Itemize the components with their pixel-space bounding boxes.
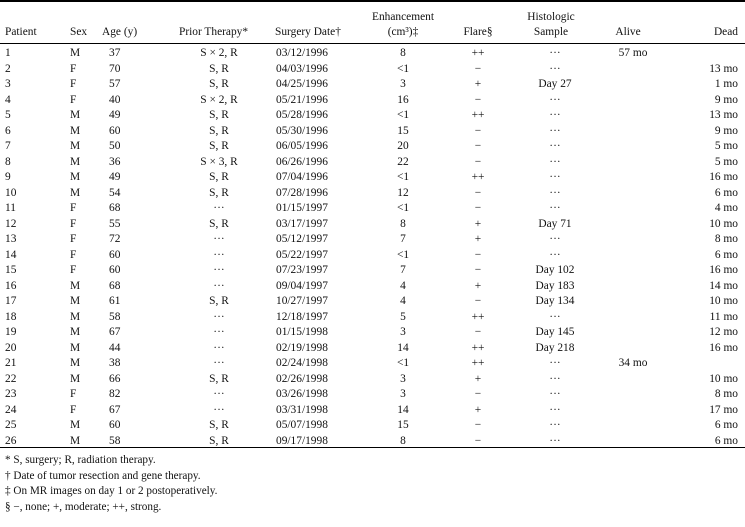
cell-age: 72 <box>109 233 121 245</box>
cell-age: 61 <box>109 295 121 307</box>
header-rule <box>0 43 745 44</box>
cell-patient: 25 <box>5 419 17 431</box>
cell-age: 70 <box>109 62 121 75</box>
cell-flare: ++ <box>471 357 485 369</box>
cell-histologic-sample: ··· <box>549 202 561 214</box>
cell-patient: 13 <box>5 233 17 245</box>
table-row <box>0 279 745 295</box>
cell-histologic-sample: ··· <box>549 310 561 323</box>
cell-dead: 16 mo <box>709 171 738 183</box>
cell-age: 40 <box>109 93 121 106</box>
cell-flare: − <box>474 62 482 75</box>
cell-sex: M <box>70 186 81 199</box>
header-enhancement <box>360 2 446 42</box>
table-row <box>0 139 745 155</box>
cell-sex: M <box>70 109 81 121</box>
cell-flare: + <box>474 217 482 230</box>
cell-patient: 5 <box>5 109 11 121</box>
cell-surgery-date: 05/22/1997 <box>276 248 328 261</box>
cell-enhancement: 12 <box>397 186 409 199</box>
cell-dead: 9 mo <box>714 124 738 137</box>
cell-enhancement: 4 <box>400 279 406 292</box>
cell-prior-therapy: ··· <box>213 357 225 369</box>
cell-flare: − <box>474 124 482 137</box>
cell-patient: 9 <box>5 171 11 183</box>
cell-enhancement: 3 <box>400 388 406 400</box>
cell-alive: 34 mo <box>618 357 648 369</box>
header-sex: Sex <box>70 26 88 38</box>
cell-dead: 16 mo <box>709 341 738 354</box>
table-row <box>0 372 745 388</box>
cell-patient: 6 <box>5 124 11 137</box>
cell-patient: 3 <box>5 78 11 90</box>
cell-prior-therapy: S, R <box>209 62 229 75</box>
cell-histologic-sample: ··· <box>549 140 561 152</box>
cell-dead: 17 mo <box>709 403 738 416</box>
table-row <box>0 217 745 233</box>
cell-surgery-date: 05/30/1996 <box>276 124 328 137</box>
cell-dead: 9 mo <box>714 93 738 106</box>
cell-histologic-sample: Day 71 <box>538 217 572 230</box>
cell-flare: + <box>474 78 482 90</box>
cell-age: 60 <box>109 419 121 431</box>
table-row <box>0 294 745 310</box>
cell-enhancement: 22 <box>397 155 409 168</box>
cell-surgery-date: 07/04/1996 <box>276 171 328 183</box>
cell-prior-therapy: S, R <box>209 140 229 152</box>
cell-flare: − <box>474 202 482 214</box>
cell-prior-therapy: ··· <box>213 310 225 323</box>
cell-prior-therapy: ··· <box>213 248 225 261</box>
cell-sex: M <box>70 140 81 152</box>
cell-enhancement: 5 <box>400 310 406 323</box>
header-dead: Dead <box>713 26 738 38</box>
cell-histologic-sample: ··· <box>549 233 561 245</box>
cell-sex: F <box>70 78 77 90</box>
cell-flare: − <box>474 388 482 400</box>
cell-surgery-date: 01/15/1998 <box>276 326 328 338</box>
cell-flare: ++ <box>471 47 485 59</box>
cell-sex: F <box>70 233 77 245</box>
cell-enhancement: <1 <box>396 171 410 183</box>
cell-patient: 21 <box>5 357 17 369</box>
cell-prior-therapy: S, R <box>209 171 229 183</box>
cell-surgery-date: 12/18/1997 <box>276 310 328 323</box>
cell-histologic-sample: ··· <box>549 388 561 400</box>
cell-surgery-date: 06/26/1996 <box>276 155 328 168</box>
cell-sex: M <box>70 279 81 292</box>
cell-surgery-date: 05/28/1996 <box>276 109 328 121</box>
cell-age: 60 <box>109 248 121 261</box>
cell-histologic-sample: ··· <box>549 109 561 121</box>
cell-prior-therapy: ··· <box>213 264 225 276</box>
cell-dead: 12 mo <box>709 326 738 338</box>
cell-dead: 5 mo <box>714 140 738 152</box>
cell-surgery-date: 09/17/1998 <box>276 434 328 447</box>
header-enhancement-line2: (cm³)‡ <box>387 26 419 38</box>
cell-prior-therapy: ··· <box>213 326 225 338</box>
cell-sex: M <box>70 434 81 447</box>
cell-dead: 13 mo <box>709 109 738 121</box>
cell-histologic-sample: ··· <box>549 434 561 447</box>
cell-surgery-date: 05/07/1998 <box>276 419 328 431</box>
cell-patient: 22 <box>5 372 17 385</box>
cell-enhancement: <1 <box>396 202 410 214</box>
cell-dead: 6 mo <box>714 419 738 431</box>
cell-histologic-sample: ··· <box>549 93 561 106</box>
cell-age: 37 <box>109 47 121 59</box>
cell-histologic-sample: Day 183 <box>535 279 575 292</box>
header-enhancement-line1: Enhancement <box>372 11 434 23</box>
cell-surgery-date: 04/03/1996 <box>276 62 328 75</box>
cell-prior-therapy: ··· <box>213 202 225 214</box>
table-row <box>0 248 745 264</box>
cell-sex: F <box>70 93 77 106</box>
footnote: † Date of tumor resection and gene therapy. <box>5 469 201 482</box>
cell-flare: − <box>474 264 482 276</box>
table-row <box>0 170 745 186</box>
cell-enhancement: 7 <box>400 264 406 276</box>
cell-surgery-date: 06/05/1996 <box>276 140 328 152</box>
table-row <box>0 124 745 140</box>
cell-sex: M <box>70 295 81 307</box>
cell-sex: M <box>70 357 81 369</box>
cell-enhancement: 15 <box>397 124 409 137</box>
cell-prior-therapy: S, R <box>209 295 229 307</box>
table-row <box>0 108 745 124</box>
header-surgery-date: Surgery Date† <box>275 26 341 38</box>
cell-patient: 23 <box>5 388 17 400</box>
cell-dead: 6 mo <box>714 248 738 261</box>
cell-prior-therapy: S × 3, R <box>200 155 238 168</box>
table-row <box>0 155 745 171</box>
table-row <box>0 387 745 403</box>
table-row <box>0 93 745 109</box>
header-histologic-line1: Histologic <box>527 11 575 23</box>
table-row <box>0 77 745 93</box>
cell-surgery-date: 05/21/1996 <box>276 93 328 106</box>
cell-dead: 10 mo <box>709 217 738 230</box>
cell-histologic-sample: ··· <box>549 419 561 431</box>
cell-enhancement: <1 <box>396 357 410 369</box>
cell-surgery-date: 01/15/1997 <box>276 202 328 214</box>
cell-patient: 4 <box>5 93 11 106</box>
cell-enhancement: 20 <box>397 140 409 152</box>
cell-prior-therapy: S, R <box>209 372 229 385</box>
cell-sex: M <box>70 341 81 354</box>
cell-dead: 10 mo <box>709 295 738 307</box>
cell-patient: 2 <box>5 62 11 75</box>
cell-flare: ++ <box>471 341 485 354</box>
cell-patient: 7 <box>5 140 11 152</box>
cell-flare: − <box>474 248 482 261</box>
cell-enhancement: 8 <box>400 434 406 447</box>
header-patient: Patient <box>5 26 37 38</box>
cell-surgery-date: 02/24/1998 <box>276 357 328 369</box>
header-flare: Flare§ <box>463 26 493 38</box>
cell-age: 82 <box>109 388 121 400</box>
cell-enhancement: 14 <box>397 403 409 416</box>
cell-age: 68 <box>109 202 121 214</box>
cell-sex: M <box>70 47 81 59</box>
cell-age: 49 <box>109 171 121 183</box>
cell-enhancement: 15 <box>397 419 409 431</box>
cell-prior-therapy: ··· <box>213 403 225 416</box>
cell-patient: 18 <box>5 310 17 323</box>
cell-age: 58 <box>109 434 121 447</box>
cell-sex: M <box>70 124 81 137</box>
cell-sex: F <box>70 62 77 75</box>
cell-alive: 57 mo <box>618 47 648 59</box>
cell-prior-therapy: S, R <box>209 434 229 447</box>
header-histologic-sample <box>516 2 586 42</box>
cell-histologic-sample: ··· <box>549 47 561 59</box>
cell-enhancement: 3 <box>400 326 406 338</box>
cell-prior-therapy: S, R <box>209 78 229 90</box>
cell-patient: 1 <box>5 47 11 59</box>
cell-prior-therapy: ··· <box>213 388 225 400</box>
cell-histologic-sample: ··· <box>549 357 561 369</box>
cell-flare: + <box>474 233 482 245</box>
cell-age: 44 <box>109 341 121 354</box>
cell-sex: M <box>70 372 81 385</box>
cell-dead: 14 mo <box>709 279 738 292</box>
cell-enhancement: <1 <box>396 109 410 121</box>
cell-surgery-date: 03/26/1998 <box>276 388 328 400</box>
cell-prior-therapy: ··· <box>213 341 225 354</box>
cell-age: 68 <box>109 279 121 292</box>
cell-dead: 13 mo <box>709 62 738 75</box>
cell-surgery-date: 03/31/1998 <box>276 403 328 416</box>
cell-age: 55 <box>109 217 121 230</box>
cell-surgery-date: 10/27/1997 <box>276 295 328 307</box>
cell-flare: − <box>474 434 482 447</box>
table-header <box>0 2 745 42</box>
table-row <box>0 418 745 434</box>
table-row <box>0 356 745 372</box>
cell-sex: F <box>70 403 77 416</box>
cell-flare: − <box>474 155 482 168</box>
cell-patient: 24 <box>5 403 17 416</box>
cell-age: 36 <box>109 155 121 168</box>
cell-histologic-sample: ··· <box>549 186 561 199</box>
cell-patient: 17 <box>5 295 17 307</box>
cell-dead: 6 mo <box>714 186 738 199</box>
cell-dead: 10 mo <box>709 372 738 385</box>
cell-flare: − <box>474 186 482 199</box>
cell-surgery-date: 02/19/1998 <box>276 341 328 354</box>
cell-flare: ++ <box>471 310 485 323</box>
footnote: ‡ On MR images on day 1 or 2 postoperatively. <box>5 485 218 497</box>
cell-prior-therapy: S × 2, R <box>200 93 238 106</box>
cell-prior-therapy: S, R <box>209 217 229 230</box>
cell-histologic-sample: ··· <box>549 372 561 385</box>
cell-enhancement: 3 <box>400 372 406 385</box>
cell-histologic-sample: ··· <box>549 248 561 261</box>
bottom-rule <box>0 447 745 448</box>
cell-dead: 11 mo <box>709 310 738 323</box>
footnote: * S, surgery; R, radiation therapy. <box>5 454 156 466</box>
cell-flare: − <box>474 295 482 307</box>
table-row <box>0 310 745 326</box>
cell-sex: F <box>70 248 77 261</box>
cell-prior-therapy: S × 2, R <box>200 47 238 59</box>
cell-age: 50 <box>109 140 121 152</box>
table-row <box>0 341 745 357</box>
cell-sex: F <box>70 264 77 276</box>
cell-dead: 6 mo <box>714 434 738 447</box>
cell-surgery-date: 03/12/1996 <box>276 47 328 59</box>
cell-histologic-sample: ··· <box>549 403 561 416</box>
cell-age: 60 <box>109 124 121 137</box>
table-row <box>0 201 745 217</box>
table-row <box>0 62 745 78</box>
cell-prior-therapy: S, R <box>209 109 229 121</box>
cell-patient: 10 <box>5 186 17 199</box>
cell-enhancement: 4 <box>400 295 406 307</box>
cell-surgery-date: 07/23/1997 <box>276 264 328 276</box>
cell-flare: ++ <box>471 109 485 121</box>
cell-surgery-date: 09/04/1997 <box>276 279 328 292</box>
cell-enhancement: 8 <box>400 47 406 59</box>
cell-dead: 8 mo <box>714 233 738 245</box>
cell-flare: − <box>474 419 482 431</box>
cell-histologic-sample: ··· <box>549 171 561 183</box>
cell-prior-therapy: S, R <box>209 419 229 431</box>
cell-flare: − <box>474 93 482 106</box>
cell-sex: M <box>70 310 81 323</box>
cell-age: 54 <box>109 186 121 199</box>
table-body <box>0 46 745 449</box>
cell-enhancement: 8 <box>400 217 406 230</box>
cell-flare: + <box>474 372 482 385</box>
cell-enhancement: 16 <box>397 93 409 106</box>
cell-histologic-sample: Day 27 <box>538 78 572 90</box>
cell-dead: 5 mo <box>714 155 738 168</box>
cell-histologic-sample: Day 218 <box>535 341 575 354</box>
cell-surgery-date: 02/26/1998 <box>276 372 328 385</box>
cell-flare: − <box>474 326 482 338</box>
cell-prior-therapy: S, R <box>209 186 229 199</box>
cell-age: 58 <box>109 310 121 323</box>
cell-age: 49 <box>109 109 121 121</box>
cell-surgery-date: 07/28/1996 <box>276 186 328 199</box>
table-row <box>0 325 745 341</box>
cell-sex: F <box>70 388 77 400</box>
table-row <box>0 46 745 62</box>
cell-age: 38 <box>109 357 121 369</box>
cell-histologic-sample: Day 145 <box>535 326 575 338</box>
cell-sex: F <box>70 202 77 214</box>
cell-enhancement: 14 <box>397 341 409 354</box>
cell-histologic-sample: ··· <box>549 124 561 137</box>
cell-enhancement: 7 <box>400 233 406 245</box>
cell-histologic-sample: Day 102 <box>535 264 575 276</box>
cell-patient: 11 <box>5 202 16 214</box>
header-histologic-line2: Sample <box>533 26 569 38</box>
cell-sex: F <box>70 217 77 230</box>
cell-dead: 4 mo <box>714 202 738 214</box>
cell-enhancement: 3 <box>400 78 406 90</box>
cell-histologic-sample: ··· <box>549 62 561 75</box>
cell-flare: ++ <box>471 171 485 183</box>
cell-prior-therapy: S, R <box>209 124 229 137</box>
cell-sex: M <box>70 419 81 431</box>
cell-enhancement: <1 <box>396 62 410 75</box>
cell-surgery-date: 04/25/1996 <box>276 78 328 90</box>
cell-patient: 12 <box>5 217 17 230</box>
cell-sex: M <box>70 171 81 183</box>
cell-age: 57 <box>109 78 121 90</box>
cell-patient: 14 <box>5 248 17 261</box>
cell-prior-therapy: ··· <box>213 279 225 292</box>
header-age: Age (y) <box>102 26 138 38</box>
cell-dead: 8 mo <box>714 388 738 400</box>
cell-prior-therapy: ··· <box>213 233 225 245</box>
cell-patient: 15 <box>5 264 17 276</box>
cell-age: 67 <box>109 403 121 416</box>
cell-patient: 16 <box>5 279 17 292</box>
cell-histologic-sample: Day 134 <box>535 295 575 307</box>
cell-sex: M <box>70 155 81 168</box>
cell-sex: M <box>70 326 81 338</box>
cell-patient: 8 <box>5 155 11 168</box>
cell-age: 66 <box>109 372 121 385</box>
cell-flare: − <box>474 140 482 152</box>
cell-age: 60 <box>109 264 121 276</box>
cell-histologic-sample: ··· <box>549 155 561 168</box>
cell-surgery-date: 05/12/1997 <box>276 233 328 245</box>
cell-patient: 26 <box>5 434 17 447</box>
header-prior-therapy: Prior Therapy* <box>179 26 249 38</box>
cell-patient: 19 <box>5 326 17 338</box>
cell-age: 67 <box>109 326 121 338</box>
cell-enhancement: <1 <box>396 248 410 261</box>
cell-dead: 1 mo <box>714 78 738 90</box>
table-row <box>0 232 745 248</box>
header-alive: Alive <box>615 26 641 38</box>
table-row <box>0 403 745 419</box>
table-row <box>0 186 745 202</box>
cell-surgery-date: 03/17/1997 <box>276 217 328 230</box>
cell-dead: 16 mo <box>709 264 738 276</box>
footnotes <box>5 453 217 515</box>
footnote: § −, none; +, moderate; ++, strong. <box>5 500 162 513</box>
cell-patient: 20 <box>5 341 17 354</box>
cell-flare: + <box>474 403 482 416</box>
table-row <box>0 263 745 279</box>
cell-flare: + <box>474 279 482 292</box>
